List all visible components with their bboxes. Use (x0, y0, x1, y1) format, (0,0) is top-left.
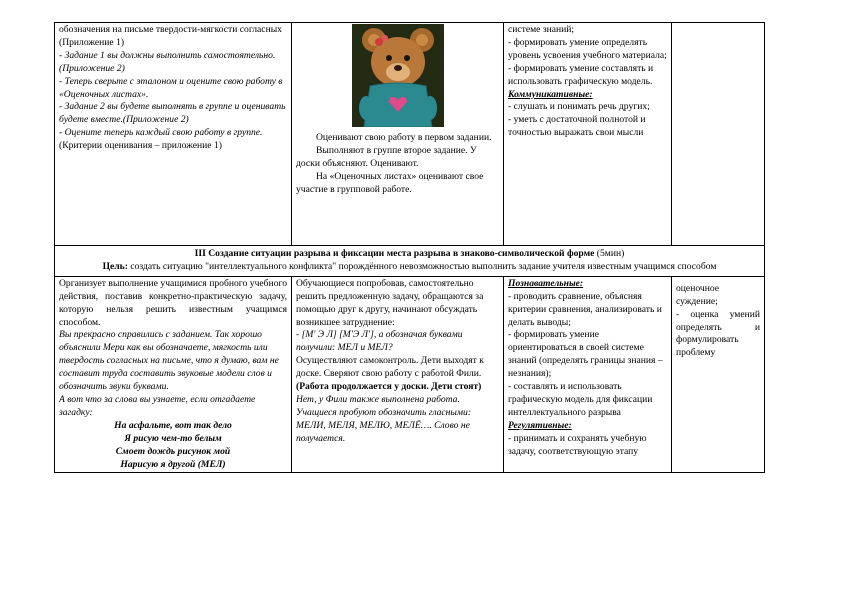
text-line: - [М' Э Л] [М'Э Л'], а обозначая буквами получили: МЕЛ и МЕЛ? (296, 329, 463, 354)
riddle-line: На асфальте, вот так дело (114, 419, 232, 431)
teacher-activity-cell (55, 276, 292, 473)
text-line: - Задание 2 вы будете выполнять в группе и оценивать будете вместе.(Приложение 2) (59, 101, 286, 126)
section-heading: Коммуникативные: (508, 88, 593, 100)
lesson-table (54, 22, 765, 473)
bold-note: (Работа продолжается у доски. Дети стоят) (296, 381, 482, 393)
text-line: - составлять и использовать графическую модель для фиксации интеллектуального разрыва (508, 381, 653, 418)
student-activity-cell (292, 23, 504, 246)
section-heading: Регулятивные: (508, 419, 572, 431)
goal-label: Цель: (102, 260, 128, 272)
result-cell (672, 23, 765, 246)
teacher-speech: Вы прекрасно справились с заданием. Так хорошо объяснили Мери как вы обозначаете, мягкость или твердость согласных на письме, что я думаю, вам не составит труда составить звуковые модели слов и обозначить звуки буквами. (59, 329, 279, 393)
text-line: Нет, у Фили также выполнена работа. (296, 393, 460, 405)
student-activity-cell (292, 276, 504, 473)
text-line: Учащиеся пробуют обозначить гласными: МЕЛИ, МЕЛЯ, МЕЛЮ, МЕЛЁ…. Слово не получается. (296, 406, 472, 444)
text-line: Обучающиеся попробовав, самостоятельно решить предложенную задачу, обращаются за помощью друг к другу, начинают обсуждать возникшее затруднение: (296, 277, 484, 328)
teacher-activity-cell (55, 23, 292, 246)
section-header-cell (55, 246, 765, 277)
text-line: системе знаний; (508, 24, 575, 35)
text-line: - проводить сравнение, объясняя критерии сравнения, анализировать и делать выводы; (508, 290, 662, 328)
text-line: оценочное суждение; - оценка умений определять и формулировать проблему (676, 282, 760, 359)
text-line: обозначения на письме твердости-мягкости согласных (Приложение 1) (59, 24, 282, 48)
riddle-line: Я рисую чем-то белым (124, 432, 222, 444)
riddle-line: Смоет дождь рисунок мой (115, 445, 231, 457)
table-row (55, 276, 765, 473)
text-line: А вот что за слова вы узнаете, если отгадаете загадку: (59, 393, 256, 418)
section-title: III Создание ситуации разрыва и фиксации места разрыва в знаково-символической форме (194, 248, 595, 259)
table-row (55, 23, 765, 246)
text-line: Осуществляют самоконтроль. Дети выходят к доске. Сверяют свою работу с работой Фили. (296, 355, 484, 380)
text-line: Выполняют в группе второе задание. У доски объясняют. Оценивают. (296, 144, 477, 169)
text-line: - слушать и понимать речь других; (508, 101, 650, 113)
text-line: - принимать и сохранять учебную задачу, соответствующую этапу (508, 432, 647, 457)
text-line: - формировать умение определять уровень усвоения учебного материала; (508, 36, 667, 61)
text-line: Оценивают свою работу в первом задании. (316, 132, 492, 143)
text-line: На «Оценочных листах» оценивают свое участие в групповой работе. (296, 170, 484, 195)
uud-cell (504, 276, 672, 473)
section-heading: Познавательные: (508, 277, 584, 289)
text-line: - уметь с достаточной полнотой и точностью выражать свои мысли (508, 114, 646, 139)
text-line: - формировать умение ориентироваться в своей системе знаний (определять границы знания – незнания); (508, 329, 663, 380)
text-line: - формировать умение составлять и использовать графическую модель. (508, 62, 654, 87)
text-line: (Критерии оценивания – приложение 1) (59, 140, 222, 152)
riddle-line: Нарисую я другой (МЕЛ) (120, 458, 226, 470)
text-line: - Оцените теперь каждый свою работу в группе. (59, 127, 263, 139)
section-header-row (55, 246, 765, 277)
result-cell (672, 276, 765, 473)
text-line: - Теперь сверьте с эталоном и оцените свою работу в «Оценочных листах». (59, 75, 283, 100)
text-line: - Задание 1 вы должны выполнить самостоятельно. (Приложение 2) (59, 49, 276, 74)
teddy-bear-image (352, 24, 444, 127)
text-line: Организует выполнение учащимися пробного учебного действия, поставив конкретно-практическую задачу, которую нельзя решить известным учащимся способом. (59, 277, 287, 328)
goal-text: создать ситуацию "интеллектуального конфликта" порождённого невозможностью выполнить задание учителя известным учащимся способом (127, 260, 717, 272)
section-duration: (5мин) (594, 248, 625, 259)
uud-cell (504, 23, 672, 246)
